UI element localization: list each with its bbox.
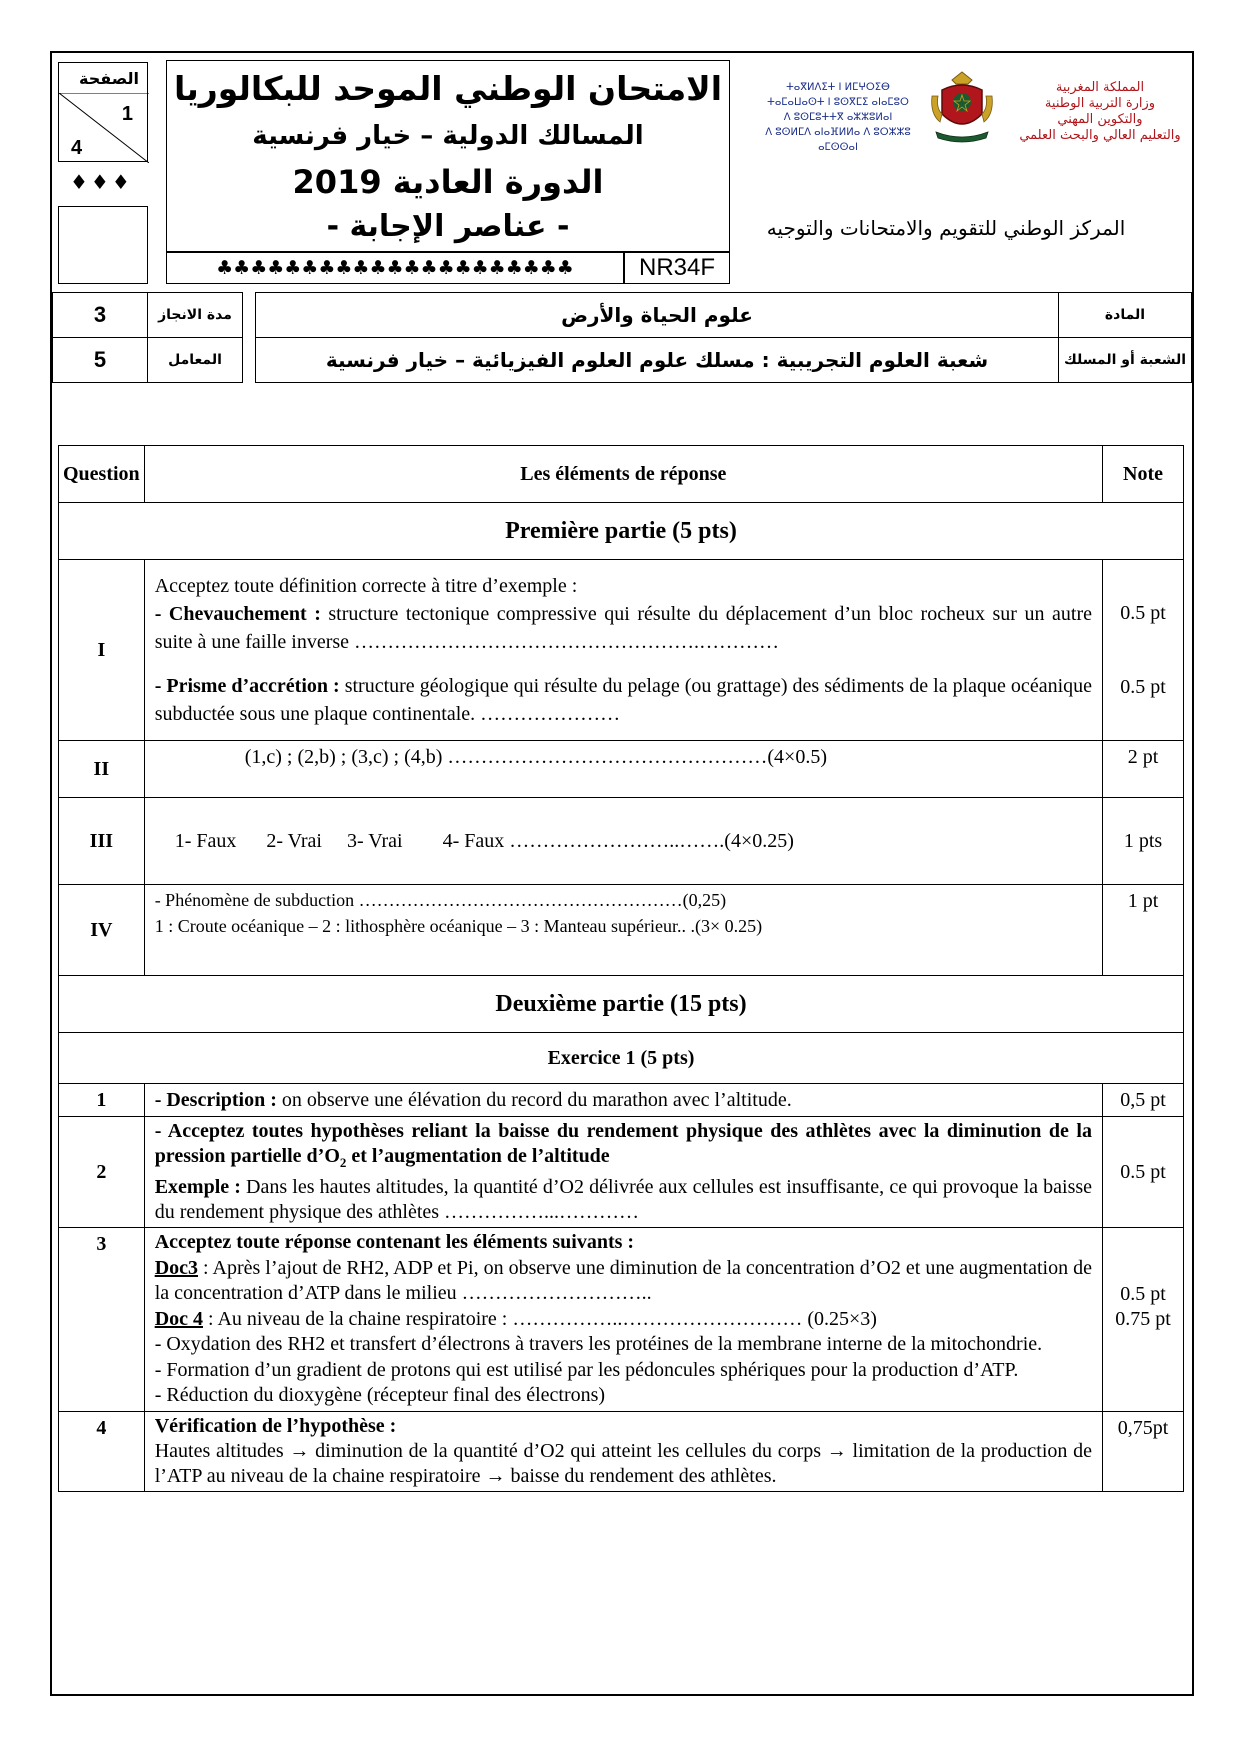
coef-value: 5 — [53, 338, 148, 383]
answer-definition — [155, 600, 1092, 656]
answer-text: Hautes altitudes → diminution de la quantité d’O2 qui atteint les cellules du corps → limitation de la production de l’ATP au niveau de la chaine respiratoire → baisse du rendement des athlètes. — [154, 1439, 1092, 1487]
table-row — [59, 885, 1184, 976]
answer-cell: (1,c) ; (2,b) ; (3,c) ; (4,b) …………………………………………(4×0.5) — [144, 741, 1102, 798]
table-row — [59, 560, 1184, 741]
answer-text: Dans les hautes altitudes, la quantité d’O2 délivrée aux cellules est insuffisante, ce qui provoque la baisse du rendement physique des athlètes ……………...………… — [154, 1176, 1093, 1223]
exercise1-title: Exercice 1 (5 pts) — [59, 1033, 1184, 1084]
page-total: 4 — [71, 137, 83, 159]
tifinagh-line: ⵜⴰⴳⵍⴷⵉⵜ ⵏ ⵍⵎⵖⵔⵉⴱ — [786, 82, 890, 93]
answer-text: : Au niveau de la chaine respiratoire : ……………..……………………… (0.25×3) — [203, 1307, 877, 1330]
answer-line: - Phénomène de subduction ………………………………………………(0,25) — [154, 890, 727, 910]
tifinagh-line: ⵜⴰⵎⴰⵡⴰⵙⵜ ⵏ ⵓⵙⴳⵎⵉ ⴰⵏⴰⵎⵓⵔ — [767, 97, 909, 108]
doc-label: Doc 4 — [154, 1307, 204, 1330]
answer-doc4 — [155, 1307, 1092, 1333]
subject-table — [52, 292, 1192, 383]
matiere-value: علوم الحياة والأرض — [256, 293, 1059, 338]
section-row — [59, 1033, 1184, 1084]
answer-line: 1 : Croute océanique – 2 : lithosphère océanique – 3 : Manteau supérieur.. .(3× 0.25) — [154, 916, 763, 936]
answer-text: : Après l’ajout de RH2, ADP et Pi, on observe une diminution de la concentration d’O2 et une augmentation de la concentration d’ATP dans le milieu ……………………….. — [154, 1256, 1092, 1304]
question-label: III — [59, 798, 145, 885]
table-row — [59, 741, 1184, 798]
decor-dots: ♦♦♦ — [70, 170, 133, 194]
note-cell — [1103, 560, 1184, 741]
ministry-line: والتعليم العالي والبحث العلمي — [1019, 128, 1181, 143]
table-row — [59, 1411, 1184, 1491]
duree-label: مدة الانجاز — [148, 293, 243, 338]
answer-cell: 1- Faux 2- Vrai 3- Vrai 4- Faux ……………………..…….(4×0.25) — [144, 798, 1102, 885]
answer-cell — [144, 1084, 1102, 1117]
col-question-header: Question — [59, 446, 145, 503]
answer-definition — [155, 672, 1092, 728]
stars-row: ♣♣♣♣♣♣♣♣♣♣♣♣♣♣♣♣♣♣♣♣♣ — [166, 252, 624, 284]
exam-title: الامتحان الوطني الموحد للبكالوريا — [173, 69, 723, 108]
question-label: II — [59, 741, 145, 798]
gap-cell — [243, 293, 256, 338]
note-value: 1 pts — [1103, 798, 1184, 885]
ministry-name — [1010, 80, 1190, 144]
coef-label: المعامل — [148, 338, 243, 383]
filiere-value: شعبة العلوم التجريبية : مسلك علوم العلوم الفيزيائية – خيار فرنسية — [256, 338, 1059, 383]
term-label: - Prisme d’accrétion : — [154, 675, 340, 697]
empty-box — [58, 206, 148, 284]
table-row — [59, 1084, 1184, 1117]
question-label: 2 — [59, 1117, 145, 1228]
question-label: 1 — [59, 1084, 145, 1117]
tifinagh-line: ⴷ ⵓⵙⵍⵎⴷ ⴰⵏⴰⴼⵍⵍⴰ ⴷ ⵓⵔⵣⵣⵓ ⴰⵎⵙⵙⴰⵏ — [765, 127, 911, 153]
section-row — [59, 976, 1184, 1033]
exam-title-box — [166, 60, 730, 252]
table-row — [59, 1117, 1184, 1228]
col-elements-header: Les éléments de réponse — [144, 446, 1102, 503]
note-value: 0.5 pt — [1120, 1283, 1166, 1305]
answers-table — [58, 445, 1184, 1492]
doc-label: Doc3 — [154, 1256, 199, 1279]
ministry-line: والتكوين المهني — [1057, 112, 1143, 127]
answer-example — [155, 1175, 1092, 1225]
table-row — [59, 1228, 1184, 1412]
note-value: 0.5 pt — [1120, 602, 1166, 624]
answer-criteria — [155, 1119, 1092, 1175]
answer-cell — [144, 560, 1102, 741]
matiere-label: المادة — [1059, 293, 1192, 338]
answer-bullet: - Réduction du dioxygène (récepteur final des électrons) — [154, 1384, 606, 1406]
answer-bullet: - Formation d’un gradient de protons qui est utilisé par les pédoncules sphériques pour la production d’ATP. — [154, 1358, 1019, 1381]
note-cell — [1103, 1228, 1184, 1412]
term-label: - Chevauchement : — [154, 603, 321, 625]
answer-bullet: - Oxydation des RH2 et transfert d’électrons à travers les protéines de la membrane interne de la mitochondrie. — [154, 1333, 1043, 1355]
answer-text: on observe une élévation du record du marathon avec l’altitude. — [276, 1089, 792, 1111]
exam-code: NR34F — [624, 252, 730, 284]
tifinagh-line: ⴷ ⵓⵙⵎⵓⵜⵜⴳ ⴰⵣⵣⵓⵍⴰⵏ — [783, 112, 893, 123]
answer-cell — [144, 1411, 1102, 1491]
table-row — [59, 798, 1184, 885]
filiere-row — [53, 338, 1192, 383]
answer-intro: Acceptez toute définition correcte à titre d’exemple : — [154, 575, 578, 597]
question-label: 4 — [59, 1411, 145, 1491]
answer-cell — [144, 1117, 1102, 1228]
term-label: - Description : — [154, 1089, 277, 1111]
ministry-line: وزارة التربية الوطنية — [1044, 96, 1156, 111]
note-value: 0,75pt — [1103, 1411, 1184, 1491]
exam-session: الدورة العادية 2019 — [292, 163, 604, 201]
page-number: 1 — [121, 103, 133, 125]
duree-value: 3 — [53, 293, 148, 338]
coat-of-arms-icon — [928, 70, 996, 146]
note-value: 0,5 pt — [1103, 1084, 1184, 1117]
question-label: 3 — [59, 1228, 145, 1412]
term-definition: structure géologique qui résulte du pelage (ou grattage) des sédiments de la plaque océanique subductée sous une plaque continentale. ………………… — [154, 675, 1093, 725]
page-label: الصفحة — [78, 69, 139, 88]
exam-track: المسالك الدولية – خيار فرنسية — [252, 121, 644, 151]
criteria-text: et l’augmentation de l’altitude — [346, 1145, 610, 1167]
answer-title: Vérification de l’hypothèse : — [154, 1414, 397, 1437]
term-definition: structure tectonique compressive qui résulte du déplacement d’un bloc rocheux sur un autre suite à une faille inverse …………………………………………….………… — [154, 603, 1092, 653]
page-number-box — [58, 62, 148, 162]
note-value: 0.75 pt — [1115, 1308, 1171, 1330]
col-note-header: Note — [1103, 446, 1184, 503]
part1-title: Première partie (5 pts) — [59, 503, 1184, 560]
note-value: 0.5 pt — [1103, 1117, 1184, 1228]
gap-cell — [243, 338, 256, 383]
answer-cell — [144, 885, 1102, 976]
subject-row — [53, 293, 1192, 338]
table-header-row — [59, 446, 1184, 503]
tifinagh-institution — [748, 80, 928, 155]
criteria-text: - Acceptez toutes hypothèses reliant la baisse du rendement physique des athlètes avec la diminution de la pression partielle d’O — [154, 1120, 1092, 1167]
answer-intro: Acceptez toute réponse contenant les éléments suivants : — [154, 1231, 635, 1253]
answer-doc3 — [155, 1256, 1092, 1307]
note-value: 2 pt — [1103, 741, 1184, 798]
answer-key-title: - عناصر الإجابة - — [326, 209, 570, 244]
question-label: I — [59, 560, 145, 741]
note-value: 1 pt — [1103, 885, 1184, 976]
national-center-name: المركز الوطني للتقويم والامتحانات والتوجيه — [766, 216, 1126, 240]
ministry-line: المملكة المغربية — [1055, 80, 1145, 95]
note-value: 0.5 pt — [1120, 676, 1166, 698]
filiere-label: الشعبة أو المسلك — [1059, 338, 1192, 383]
section-row — [59, 503, 1184, 560]
subscript: 2 — [339, 1155, 347, 1170]
question-label: IV — [59, 885, 145, 976]
term-label: Exemple : — [154, 1176, 241, 1198]
answer-cell — [144, 1228, 1102, 1412]
part2-title: Deuxième partie (15 pts) — [59, 976, 1184, 1033]
